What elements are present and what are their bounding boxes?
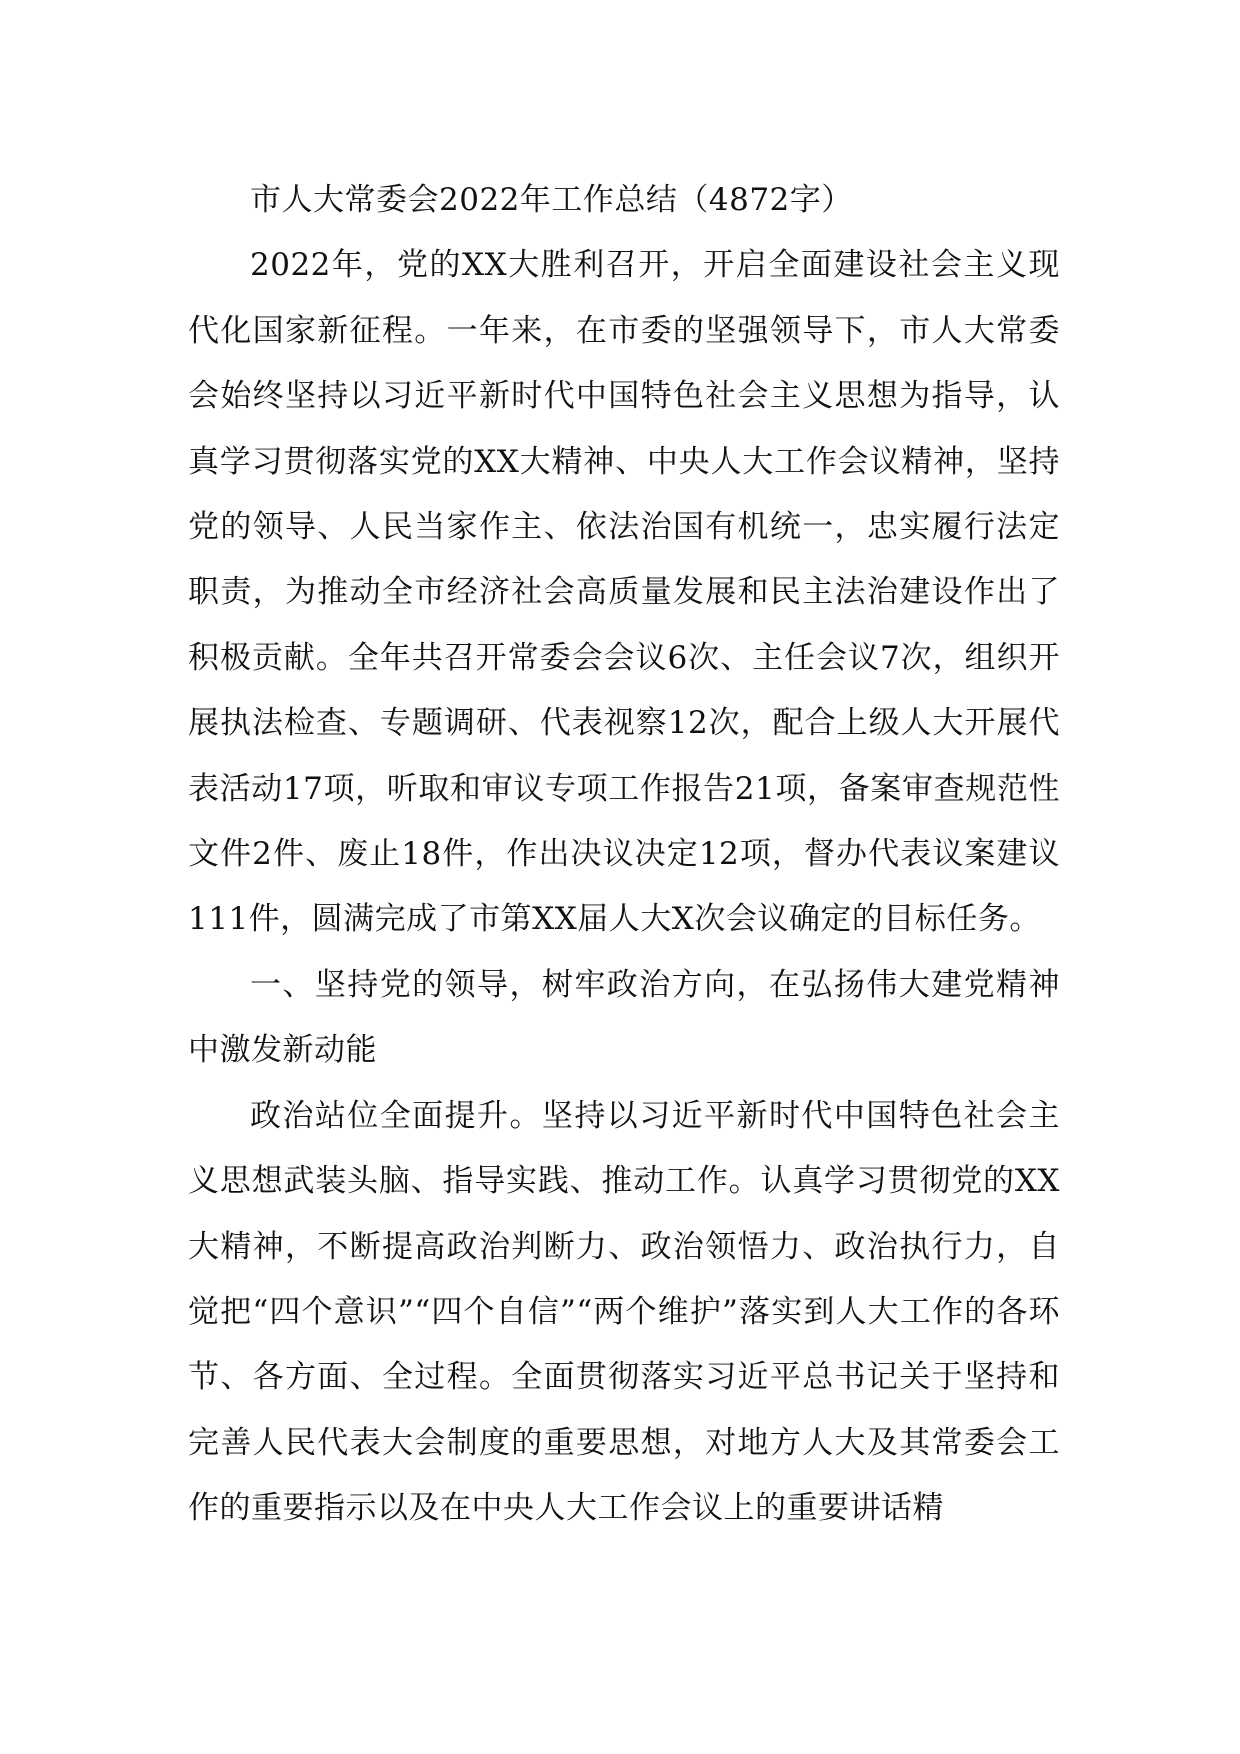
paragraph-political-stance: 政治站位全面提升。坚持以习近平新时代中国特色社会主义思想武装头脑、指导实践、推动工作。认真学习贯彻党的XX大精神，不断提高政治判断力、政治领悟力、政治执行力，自觉把“四个意识”“四个自信”“两个维护”落实到人大工作的各环节、各方面、全过程。全面贯彻落实习近平总书记关于坚持和完善人民代表大会制度的重要思想，对地方人大及其常委会工作的重要指示以及在中央人大工作会议上的重要讲话精 xyxy=(188,1097,1060,1527)
document-title: 市人大常委会2022年工作总结（4872字） xyxy=(250,182,853,218)
section-heading-1: 一、坚持党的领导，树牢政治方向，在弘扬伟大建党精神中激发新动能 xyxy=(188,966,1060,1069)
document-body xyxy=(188,168,1060,1542)
paragraph-intro: 2022年，党的XX大胜利召开，开启全面建设社会主义现代化国家新征程。一年来，在市委的坚强领导下，市人大常委会始终坚持以习近平新时代中国特色社会主义思想为指导，认真学习贯彻落实党的XX大精神、中央人大工作会议精神，坚持党的领导、人民当家作主、依法治国有机统一，忠实履行法定职责，为推动全市经济社会高质量发展和民主法治建设作出了积极贡献。全年共召开常委会会议6次、主任会议7次，组织开展执法检查、专题调研、代表视察12次，配合上级人大开展代表活动17项，听取和审议专项工作报告21项，备案审查规范性文件2件、废止18件，作出决议决定12项，督办代表议案建议111件，圆满完成了市第XX届人大X次会议确定的目标任务。 xyxy=(188,247,1060,938)
